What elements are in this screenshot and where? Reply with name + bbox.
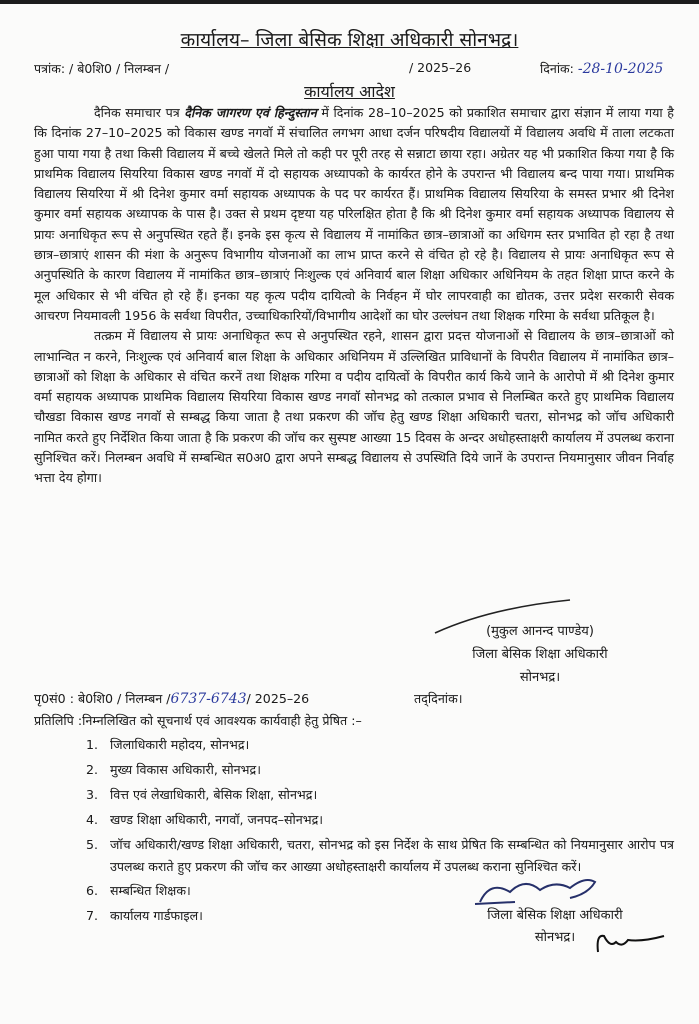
item-text: जॉच अधिकारी/खण्ड शिक्षा अधिकारी, चतरा, सोनभद्र को इस निर्देश के साथ प्रेषित कि सम्बन्धित को नियमानुसार आरोप पत्र उपलब्ध कराते हुए प्रकरण की जॉच कर आख्या अधोहस्ताक्षरी कार्यालय में उपलब्ध कराना सुनिश्चित करें। xyxy=(110,837,674,874)
initials-icon xyxy=(592,928,672,958)
signatory-block xyxy=(440,620,640,689)
newspaper-names: दैनिक जागरण एवं हिन्दुस्तान xyxy=(184,105,317,120)
item-number: 6. xyxy=(86,883,99,898)
item-number: 2. xyxy=(86,762,99,777)
item-text: मुख्य विकास अधिकारी, सोनभद्र। xyxy=(110,762,261,777)
letter-date xyxy=(540,60,663,77)
memo-date: तद्‌दिनांक। xyxy=(414,691,463,706)
paragraph-2: तत्क्रम में विद्यालय से प्रायः अनाधिकृत रूप से अनुपस्थित रहने, शासन द्वारा प्रदत्त योजनाओं से विद्यालय के छात्र–छात्राओं को लाभान्वित न करने, निःशुल्क एवं अनिवार्य बाल शिक्षा के अधिकार अधिनियम में उल्लिखित प्राविधानों के विपरीत विद्यालय में नामांकित छात्र–छात्राओं को शिक्षा के अधिकार से वंचित करनें तथा शिक्षक गरिमा व पदीय दायित्वों के विपरीत कार्य किये जाने के आरोपो में श्री दिनेश कुमार वर्मा सहायक अध्यापक प्राथमिक विद्यालय सियरिया विकास खण्ड नगवॉ सोनभद्र को तत्काल प्रभाव से निलम्बित करते हुए प्राथमिक विद्यालय चौखडा विकास खण्ड नगवॉ से सम्बद्ध किया जाता है तथा प्रकरण की जॉच हेतु खण्ड शिक्षा अधिकारी चतरा, सोनभद्र को जॉच अधिकारी नामित करते हुए निर्देशित किया जाता है कि प्रकरण की जॉच कर सुस्पष्ट आख्या 15 दिवस के अन्दर अधोहस्ताक्षरी कार्यालय में उपलब्ध कराना सुनिश्चित करें। निलम्बन अवधि में सम्बन्धित स0अ0 द्वारा अपने सम्बद्ध विद्यालय से उपस्थिति दिये जानें के उपरान्त नियमानुसार जीवन निर्वाह भत्ता देय होगा। xyxy=(34,328,674,486)
item-number: 7. xyxy=(86,908,99,923)
list-item xyxy=(86,757,674,782)
item-text: वित्त एवं लेखाधिकारी, बेसिक शिक्षा, सोनभद्र। xyxy=(110,787,318,802)
item-number: 3. xyxy=(86,787,99,802)
signatory-name: (मुकुल आनन्द पाण्डेय) xyxy=(486,624,594,639)
order-body xyxy=(34,103,674,489)
p1-text: में दिनांक 28–10–2025 को प्रकाशित समाचार द्वारा संज्ञान में लाया गया है कि दिनांक 27–10–2025 को विकास खण्ड नगवॉ में संचालित लगभग आधा दर्जन परिषदीय विद्यालयों में विद्यालय अवधि में ताला लटकता हुआ पाया गया है तथा किसी विद्यालय में बच्चे खेलते मिले तो कही पर पूरी तरह से सन्नाटा छाया रहा। अग्रेतर यह भी प्रकाशित किया गया है कि प्राथमिक विद्यालय सियरिया विकास खण्ड नगवॉ में दो सहायक अध्यापको के कार्यरत होने के उपरान्त भी विद्यालय बन्द पाया गया। प्राथमिक विद्यालय सियरिया में श्री दिनेश कुमार वर्मा सहायक अध्यापक के पद पर कार्यरत हैं। प्राथमिक विद्यालय सियरिया के समस्त प्रभार श्री दिनेश कुमार वर्मा सहायक अध्यापक के पास है। उक्त से प्रथम दृष्टया यह परिलक्षित होता है कि श्री दिनेश कुमार वर्मा सहायक अध्यापक विद्यालय से प्रायः अनाधिकृत रूप से अनुपस्थित रहते हैं। इनके इस कृत्य से विद्यालय में नामांकित छात्र–छात्राओं का अधिगम स्तर प्रभावित हो रहा है तथा छात्र–छात्राएं शासन की मंशा के अनुरूप विभागीय योजनाओं का लाभ प्राप्त करने से वंचित हो रहे है। विद्यालय से प्रायः अनाधिकृत रूप से अनुपस्थिति के कारण विद्यालय में नामांकित छात्र–छात्राएं निःशुल्क एवं अनिवार्य बाल शिक्षा अधिकार अधिनियम के तहत शिक्षा प्राप्त करने के मूल अधिकार से भी वंचित हो रहे हैं। इनका यह कृत्य पदीय दायित्वो के निर्वहन में घोर लापरवाही का द्योतक, उत्तर प्रदेश सरकारी सेवक आचरण नियमावली 1956 के सर्वथा विपरीत, उच्चाधिकारियों/विभागीय आदेशों का घोर उल्लंघन तथा शिक्षक गरिमा के सर्वथा प्रतिकूल है। xyxy=(34,105,674,323)
cc-intro: प्रतिलिपि :निम्नलिखित को सूचनार्थ एवं आवश्यक कार्यवाही हेतु प्रेषित :– xyxy=(34,713,362,728)
memo-number-line xyxy=(34,690,674,710)
date-label: दिनांक: xyxy=(540,61,574,76)
item-text: कार्यालय गार्डफाइल। xyxy=(110,908,203,923)
item-number: 4. xyxy=(86,812,99,827)
list-item xyxy=(86,732,674,757)
item-number: 1. xyxy=(86,737,99,752)
memo-number xyxy=(34,690,309,707)
item-text: जिलाधिकारी महोदय, सोनभद्र। xyxy=(110,737,250,752)
handwritten-date: -28-10-2025 xyxy=(577,61,664,77)
memo-suffix: / 2025–26 xyxy=(246,691,310,706)
order-title: कार्यालय आदेश xyxy=(304,82,395,101)
paragraph-1 xyxy=(34,103,674,326)
item-number: 5. xyxy=(86,837,99,852)
handwritten-memo-number: 6737-6743 xyxy=(170,691,247,707)
signatory-designation: जिला बेसिक शिक्षा अधिकारी xyxy=(472,647,608,662)
p1-intro: दैनिक समाचार पत्र xyxy=(94,105,185,120)
office-header xyxy=(0,26,699,52)
list-item xyxy=(86,807,674,832)
memo-prefix: पृ0सं0 : बे0शि0 / निलम्बन / xyxy=(34,691,171,706)
signatory-place: सोनभद्र। xyxy=(519,670,561,685)
order-heading xyxy=(0,80,699,102)
item-text: सम्बन्धित शिक्षक। xyxy=(110,883,191,898)
letter-number: पत्रांक: / बे0शि0 / निलम्बन / xyxy=(34,61,170,76)
signatory-place-2: सोनभद्र। xyxy=(534,930,576,945)
signatory-designation-2: जिला बेसिक शिक्षा अधिकारी xyxy=(487,908,623,923)
item-text: खण्ड शिक्षा अधिकारी, नगवॉ, जनपद–सोनभद्र। xyxy=(110,812,324,827)
office-title: कार्यालय– जिला बेसिक शिक्षा अधिकारी सोनभद्र। xyxy=(180,29,519,51)
list-item xyxy=(86,782,674,807)
letter-year: / 2025–26 xyxy=(409,60,472,75)
